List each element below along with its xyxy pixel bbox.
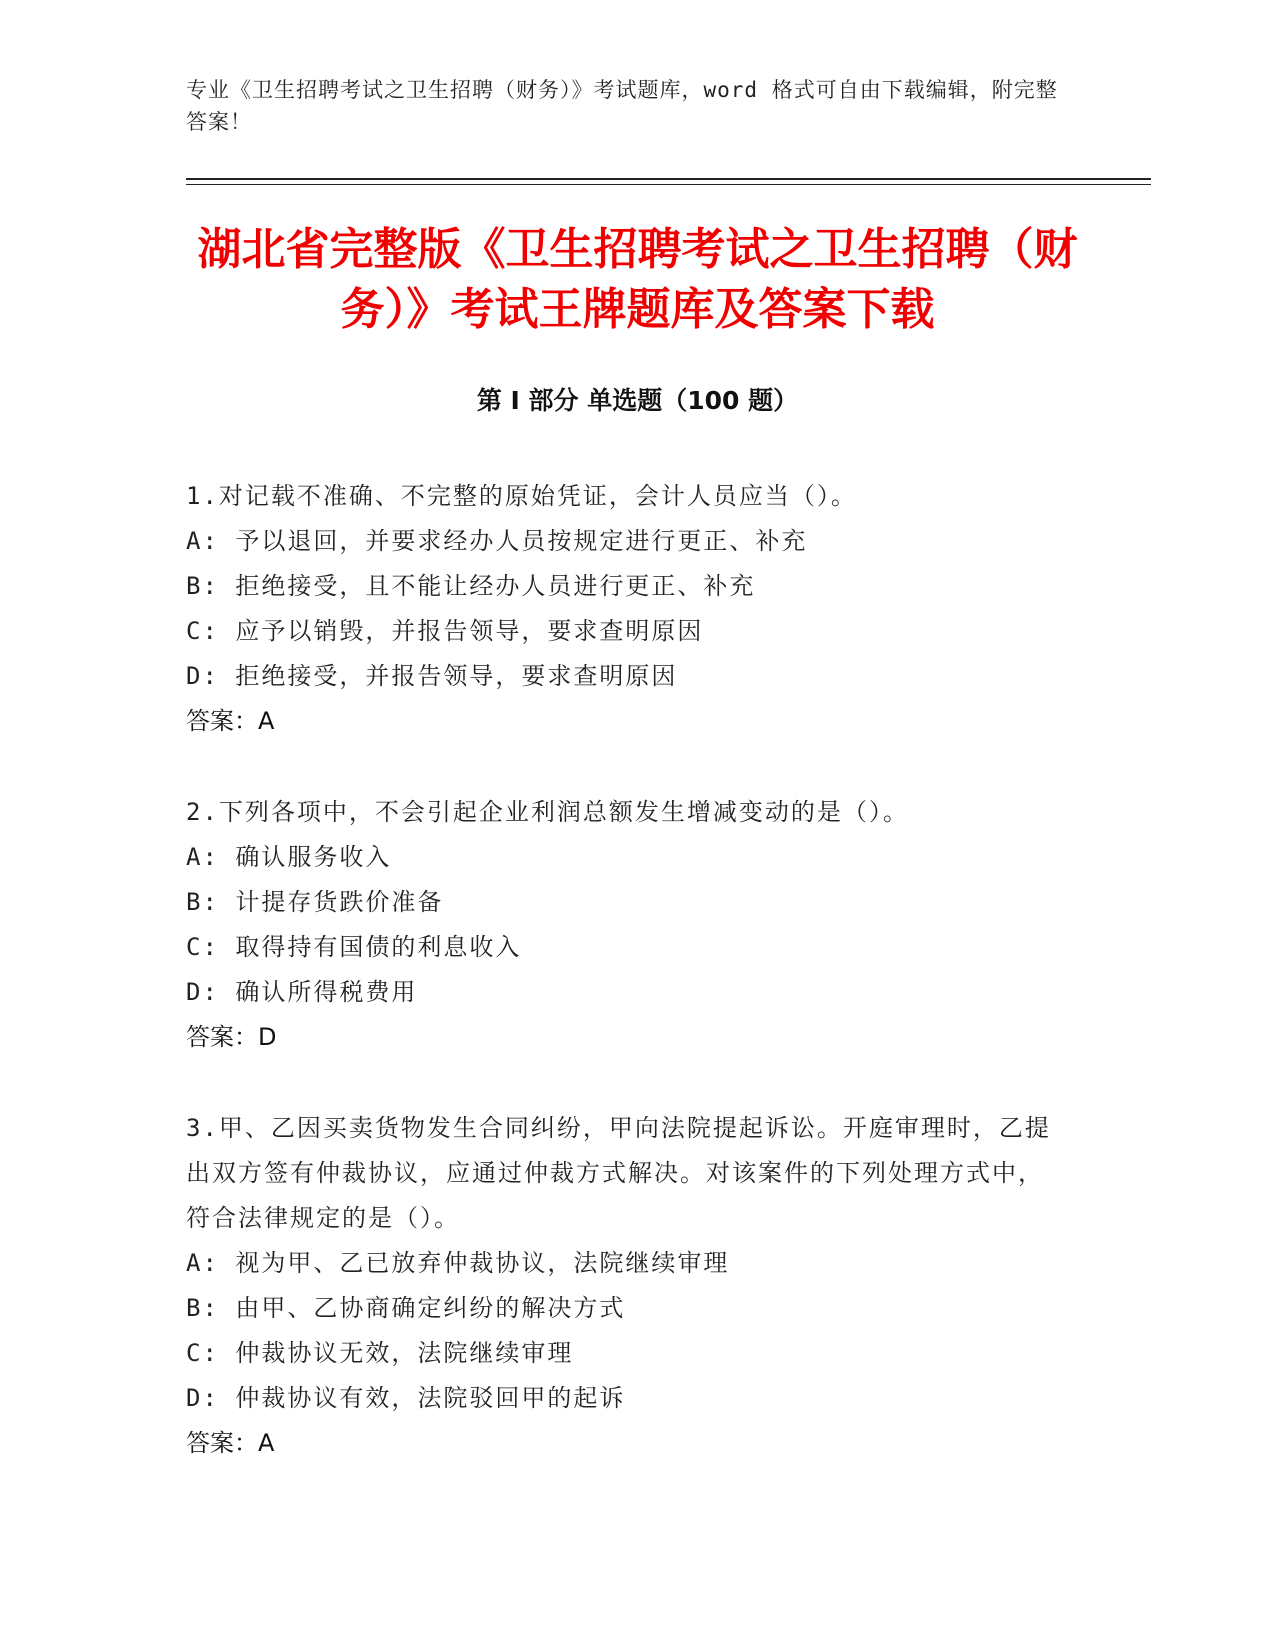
question-list [186,474,1066,1512]
answer: 答案：A [186,707,275,735]
question-stem: 3.甲、乙因买卖货物发生合同纠纷，甲向法院提起诉讼。开庭审理时，乙提出双方签有仲裁协议，应通过仲裁方式解决。对该案件的下列处理方式中，符合法律规定的是（）。 [186,1114,1051,1232]
answer: 答案：A [186,1429,275,1457]
option-d: D: 拒绝接受，并报告领导，要求查明原因 [186,662,678,690]
option-a: A: 确认服务收入 [186,843,392,871]
question-stem: 1.对记载不准确、不完整的原始凭证，会计人员应当（）。 [186,482,857,510]
option-b: B: 由甲、乙协商确定纠纷的解决方式 [186,1294,626,1322]
option-d: D: 确认所得税费用 [186,978,418,1006]
section-title: 第 I 部分 单选题（100 题） [476,386,799,415]
document-title: 湖北省完整版《卫生招聘考试之卫生招聘（财务）》考试王牌题库及答案下载 [197,224,1078,335]
option-b: B: 拒绝接受，且不能让经办人员进行更正、补充 [186,572,756,600]
option-c: C: 应予以销毁，并报告领导，要求查明原因 [186,617,704,645]
question-3 [186,1106,1066,1466]
answer: 答案：D [186,1023,277,1051]
question-1 [186,474,1066,744]
header-divider-thick [186,178,1151,180]
header-note: 专业《卫生招聘考试之卫生招聘（财务）》考试题库，word 格式可自由下载编辑，附完整答案！ [186,78,1058,134]
question-2 [186,790,1066,1060]
option-d: D: 仲裁协议有效，法院驳回甲的起诉 [186,1384,626,1412]
option-c: C: 取得持有国债的利息收入 [186,933,522,961]
question-stem: 2.下列各项中，不会引起企业利润总额发生增减变动的是（）。 [186,798,909,826]
option-a: A: 予以退回，并要求经办人员按规定进行更正、补充 [186,527,808,555]
option-b: B: 计提存货跌价准备 [186,888,444,916]
header-divider-thin [186,184,1151,185]
option-a: A: 视为甲、乙已放弃仲裁协议，法院继续审理 [186,1249,730,1277]
option-c: C: 仲裁协议无效，法院继续审理 [186,1339,574,1367]
